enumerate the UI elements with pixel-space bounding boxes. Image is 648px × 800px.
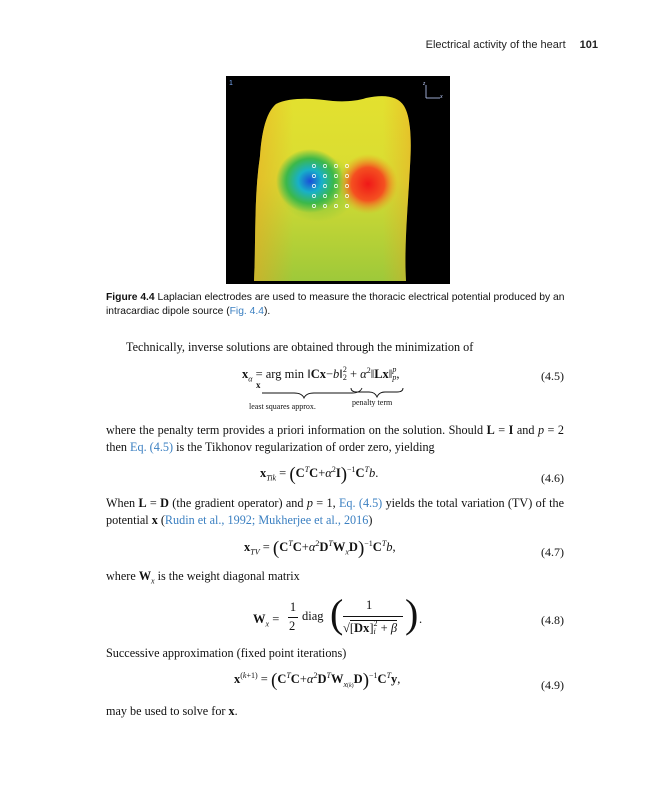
equation-number-4-5: (4.5): [541, 369, 564, 383]
p2-equation-link[interactable]: Eq. (4.5): [130, 439, 174, 454]
p3-citation-links[interactable]: Rudin et al., 1992; Mukherjee et al., 2016: [164, 512, 369, 527]
equation-number-4-8: (4.8): [541, 613, 564, 627]
axis-triad-icon: [422, 81, 443, 100]
p2-text-b: and: [513, 423, 538, 437]
p3-text-e: (: [157, 512, 165, 527]
running-head: [426, 39, 598, 51]
p3-text-d: yields the total variation (TV) of the potential: [106, 496, 565, 527]
equation-4-8: $W_x$ = 1 2 diag ( 1 √[Dx]2 i + β ) .: [253, 591, 423, 636]
p3-text-a: When: [106, 496, 139, 510]
equation-number-4-9: (4.9): [541, 678, 564, 692]
paragraph-intro-text: Technically, inverse solutions are obtained through the minimization of: [126, 340, 474, 354]
equation-4-9: $x^{(k+1)} = (C^TC+\alpha^2D^TW_{x(k)}D)^{-1}C^Ty$,: [234, 670, 401, 691]
page-number: 101: [579, 39, 598, 51]
axis-z-label: z: [423, 81, 426, 87]
p4-text-b: is the weight diagonal matrix: [154, 569, 300, 583]
p6-text-a: may be used to solve for: [106, 704, 229, 718]
p3-text-f: ): [368, 512, 373, 527]
negative-potential-region: [276, 149, 344, 213]
eq45-underlabel-penalty: penalty term: [352, 398, 393, 407]
p4-text-a: where: [106, 569, 139, 583]
p2-text-c: then: [106, 439, 131, 454]
paragraph-total-variation: When L = D (the gradient operator) and p = 1, Eq. (4.5) yields the total variation (TV) of the potential x (Rudin et al., 1992; Mukherjee et al., 2016): [106, 496, 565, 527]
paragraph-solve: may be used to solve for x.: [106, 704, 238, 718]
equation-4-7: $x_{TV} = (C^TC+\alpha^2D^TW_xD)^{-1}C^Tb$,: [244, 538, 396, 559]
paragraph-weight-matrix: where $W_x$ is the weight diagonal matrix: [106, 569, 300, 586]
caption-end: ).: [263, 306, 271, 317]
running-head-title: Electrical activity of the heart: [425, 39, 566, 51]
equation-4-6: $x_{Tik} = (C^TC+\alpha^2I)^{-1}C^Tb$.: [260, 464, 379, 485]
caption-label: Figure 4.4: [106, 292, 155, 303]
equation-number-4-7: (4.7): [541, 545, 564, 559]
p3-equation-link[interactable]: Eq. (4.5): [338, 496, 383, 510]
p6-text-b: .: [234, 704, 238, 718]
axis-x-label: x: [440, 94, 443, 100]
equation-number-4-6: (4.6): [541, 471, 564, 485]
torso-surface: [226, 76, 450, 284]
paragraph-successive-approx: [106, 645, 564, 662]
positive-potential-region: [338, 154, 398, 214]
caption-text: Laplacian electrodes are used to measure the thoracic electrical potential produced by an intracardiac dipole source (: [106, 292, 565, 317]
torso-map: [226, 76, 450, 284]
p2-text-d: is the Tikhonov regularization of order zero, yielding: [173, 439, 435, 454]
p3-text-c: ,: [332, 496, 339, 510]
figure-caption: [106, 291, 566, 319]
eq45-underlabel-least-squares: least squares approx.: [249, 402, 316, 411]
argmin-subscript: x: [256, 380, 261, 390]
paragraph-tikhonov: where the penalty term provides a priori information on the solution. Should L = I and p = 2 then Eq. (4.5) is the Tikhonov regularization of order zero, yielding: [106, 423, 565, 454]
p3-text-b: (the gradient operator) and: [168, 496, 307, 510]
torso-potential-figure: [226, 76, 450, 284]
caption-figure-link[interactable]: Fig. 4.4: [229, 306, 264, 317]
paragraph-intro: [106, 339, 564, 356]
p2-text-a: where the penalty term provides a priori information on the solution. Should: [106, 423, 487, 437]
p5-text: Successive approximation (fixed point iterations): [106, 646, 347, 660]
panel-tag: 1: [229, 80, 233, 87]
equation-4-5: $x_\alpha$ = arg min ‖Cx−b‖2 $2 + \alpha^2‖Lx‖p$ p,: [242, 365, 400, 384]
